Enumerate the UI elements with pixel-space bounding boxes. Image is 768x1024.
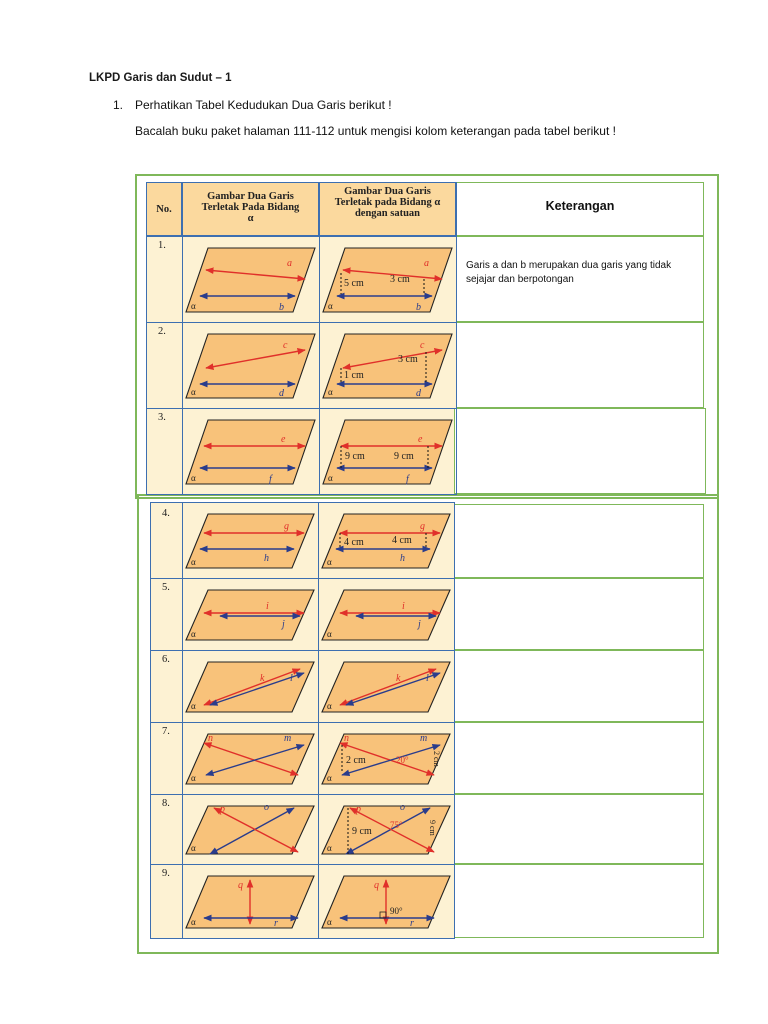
plane-8-1 <box>186 806 314 854</box>
measure-label-1: 1 cm <box>344 370 364 381</box>
angle-label: 75° <box>390 820 403 830</box>
label-o: o <box>400 802 405 813</box>
measure-label-2: 3 cm <box>390 274 410 285</box>
label-d: d <box>279 388 284 399</box>
label-m: m <box>420 733 428 744</box>
measure-label-1: 9 cm <box>352 826 372 837</box>
label-f: f <box>406 474 409 485</box>
label-h: h <box>400 553 405 564</box>
label-b: b <box>279 302 284 313</box>
plane-label-2-1: α <box>191 387 196 397</box>
plane-label-6-1: α <box>191 701 196 711</box>
label-e: e <box>281 434 286 445</box>
instruction-text: Bacalah buku paket halaman 111-112 untuk mengisi kolom keterangan pada tabel berikut ! <box>135 124 616 138</box>
label-d: d <box>416 388 421 399</box>
label-r: r <box>410 918 414 929</box>
row-number-6: 6. <box>162 654 170 665</box>
row-number-4: 4. <box>162 508 170 519</box>
plane-label-3-2: α <box>328 473 333 483</box>
plane-label-1-1: α <box>191 301 196 311</box>
label-a: a <box>287 258 292 269</box>
label-o: o <box>264 802 269 813</box>
measure-label-2: 9 cm <box>394 451 414 462</box>
measure-label-1: 2 cm <box>346 755 366 766</box>
plane-1-1 <box>186 248 315 312</box>
label-n: n <box>344 733 349 744</box>
label-m: m <box>284 733 292 744</box>
row-number-1: 1. <box>158 240 166 251</box>
question-number: 1. <box>113 98 124 112</box>
keterangan-text-1: Garis a dan b merupakan dua garis yang tidak sejajar dan berpotongan <box>466 260 672 285</box>
plane-label-9-1: α <box>191 917 196 927</box>
measure-label-2: 2 cm <box>432 751 441 767</box>
measure-label-1: 4 cm <box>344 537 364 548</box>
row-number-9: 9. <box>162 868 170 879</box>
label-g: g <box>284 521 289 532</box>
plane-label-5-1: α <box>191 629 196 639</box>
plane-3-1 <box>186 420 315 484</box>
plane-label-2-2: α <box>328 387 333 397</box>
plane-label-8-1: α <box>191 843 196 853</box>
label-f: f <box>269 474 272 485</box>
plane-5-1 <box>186 590 314 640</box>
angle-label: 20° <box>396 755 409 765</box>
label-p: p <box>356 804 361 815</box>
row-number-3: 3. <box>158 412 166 423</box>
plane-2-2 <box>323 334 452 398</box>
plane-label-8-2: α <box>327 843 332 853</box>
plane-1-2 <box>323 248 452 312</box>
measure-label-2: 4 cm <box>392 535 412 546</box>
label-e: e <box>418 434 423 445</box>
plane-label-3-1: α <box>191 473 196 483</box>
label-r: r <box>274 918 278 929</box>
plane-5-2 <box>322 590 450 640</box>
header-no: No. <box>156 204 172 215</box>
plane-label-5-2: α <box>327 629 332 639</box>
question-text: Perhatikan Tabel Kedudukan Dua Garis berikut ! <box>135 98 392 112</box>
plane-2-1 <box>186 334 315 398</box>
measure-label-2: 3 cm <box>398 354 418 365</box>
plane-3-2 <box>323 420 452 484</box>
measure-label-2: 9 cm <box>428 820 437 836</box>
label-k: k <box>260 673 265 684</box>
label-l: l <box>426 673 429 684</box>
label-k: k <box>396 673 401 684</box>
label-g: g <box>420 521 425 532</box>
plane-4-1 <box>186 514 314 568</box>
label-n: n <box>208 733 213 744</box>
row-number-5: 5. <box>162 582 170 593</box>
plane-label-7-1: α <box>191 773 196 783</box>
measure-label-1: 5 cm <box>344 278 364 289</box>
label-q: q <box>374 880 379 891</box>
angle-label: 90° <box>390 906 403 916</box>
label-a: a <box>424 258 429 269</box>
label-l: l <box>290 673 293 684</box>
label-c: c <box>420 340 425 351</box>
label-p: p <box>220 804 225 815</box>
header-col2: Gambar Dua Garis Terletak pada Bidang α dengan satuan <box>334 186 441 219</box>
plane-label-4-1: α <box>191 557 196 567</box>
label-i: i <box>402 601 405 612</box>
worksheet-title: LKPD Garis dan Sudut – 1 <box>89 72 232 84</box>
label-b: b <box>416 302 421 313</box>
plane-label-9-2: α <box>327 917 332 927</box>
row-number-8: 8. <box>162 798 170 809</box>
plane-label-7-2: α <box>327 773 332 783</box>
label-q: q <box>238 880 243 891</box>
measure-label-1: 9 cm <box>345 451 365 462</box>
plane-4-2 <box>322 514 450 568</box>
header-col1: Gambar Dua Garis Terletak Pada Bidang α <box>201 191 300 224</box>
label-j: j <box>282 619 285 630</box>
label-c: c <box>283 340 288 351</box>
label-j: j <box>418 619 421 630</box>
plane-label-1-2: α <box>328 301 333 311</box>
label-i: i <box>266 601 269 612</box>
row-number-7: 7. <box>162 726 170 737</box>
plane-label-4-2: α <box>327 557 332 567</box>
row-number-2: 2. <box>158 326 166 337</box>
keterangan-header: Keterangan <box>545 199 615 213</box>
label-h: h <box>264 553 269 564</box>
plane-label-6-2: α <box>327 701 332 711</box>
